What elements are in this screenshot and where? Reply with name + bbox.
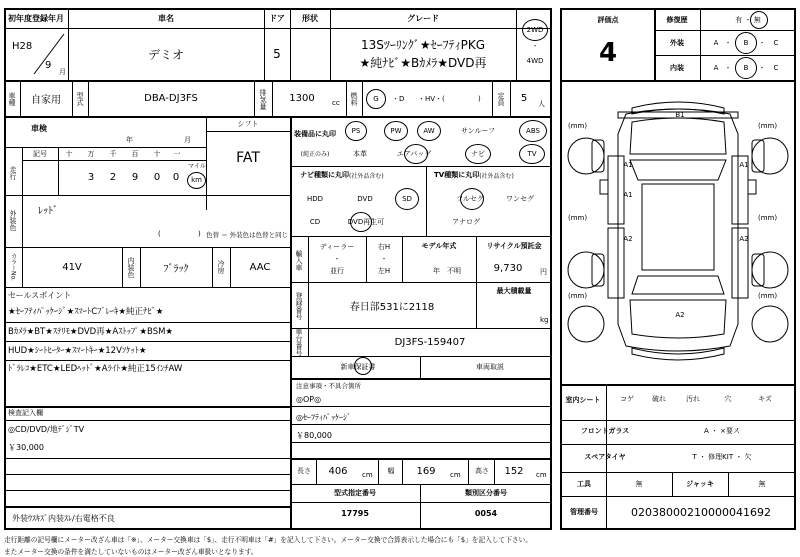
- score-value: 4: [598, 38, 618, 68]
- car-damage-diagram: [562, 84, 794, 374]
- navi-hdd: HDD: [306, 195, 324, 203]
- import-label: 輸入車: [295, 249, 303, 271]
- tv-oneseg: ワンセグ: [506, 195, 534, 203]
- recycle-unit: 円: [540, 268, 547, 276]
- mileage-label: 走行: [9, 166, 17, 180]
- notes-label: 注意事項・不具合箇所: [296, 381, 361, 390]
- month-value: 9: [45, 59, 52, 71]
- navi-sd: SD: [402, 195, 412, 203]
- navi-sd-circle: [395, 188, 419, 210]
- warranty-label: 新車保証書: [340, 363, 376, 371]
- mileage-km-circle: [187, 172, 206, 189]
- import-dot: ・: [333, 255, 341, 263]
- fuel-option-hv: ・HV・(: [418, 95, 445, 103]
- door-value: 5: [273, 47, 281, 61]
- sales-line-3: HUD★ｼｰﾄﾋｰﾀｰ★ｽﾏｰﾄｷｰ★12Vｿｹｯﾄ★: [8, 346, 147, 356]
- seat-label: 室内シート: [565, 395, 601, 404]
- repair-value: 有 ・ 無: [735, 16, 761, 24]
- mileage-digit-0: [58, 162, 80, 192]
- door-header: ドア: [269, 13, 285, 23]
- equip-aw: AW: [423, 127, 435, 135]
- shift-value: FAT: [236, 150, 260, 166]
- exterior-label: 外装: [670, 39, 684, 47]
- equip-abs-circle: [519, 120, 547, 142]
- notes-line-2: ◎ｾｰﾌﾃｨﾊﾟｯｹｰｼﾞ: [296, 412, 351, 422]
- mileage-col-5: 一: [173, 150, 181, 158]
- drive-2wd: 2WD: [526, 26, 544, 34]
- equip-sub: (純正のみ): [300, 150, 330, 158]
- interior-color-value: ﾌﾞﾗｯｸ: [163, 263, 189, 275]
- exterior-grade-c: C: [773, 39, 779, 47]
- type-no-label: 型式指定番号: [334, 489, 376, 497]
- ac-value: AAC: [249, 261, 271, 273]
- seat-item-yogore: 汚れ: [686, 395, 700, 403]
- notes-line-3: ￥80,000: [296, 430, 332, 440]
- exterior-grade-b: B: [743, 39, 749, 47]
- max-load-unit: kg: [540, 316, 549, 324]
- fuel-option-d: ・D: [392, 95, 405, 103]
- mileage-col-0: 十: [65, 150, 73, 158]
- inspector-line-2: ￥30,000: [8, 442, 44, 452]
- exterior-b-circle: [735, 32, 757, 54]
- interior-b-circle: [735, 57, 757, 79]
- import-parallel: 並行: [330, 267, 344, 275]
- tv-analog: アナログ: [452, 218, 480, 226]
- equip-tv: TV: [527, 150, 537, 158]
- mileage-col-4: 十: [153, 150, 161, 158]
- color-value: ﾚｯﾄﾞ: [38, 205, 58, 217]
- color-note: 色替 ＝ 外装色は色替と同じ: [206, 230, 289, 239]
- usage-label: 車種: [8, 92, 16, 106]
- damage-label-a1-right: A1: [739, 161, 749, 169]
- shift-label: シフト: [237, 120, 259, 128]
- capacity-value: 5: [520, 92, 528, 104]
- equip-leather: 本革: [353, 150, 367, 158]
- colorno-value: 41V: [62, 261, 82, 273]
- mileage-digit-5: 0: [172, 171, 180, 183]
- mileage-km-unit: km: [191, 176, 202, 184]
- damage-label-a1-left: A1: [623, 161, 633, 169]
- year-header: 初年度登録年月: [8, 13, 64, 23]
- interior-label: 内装: [670, 64, 684, 72]
- notes-line-1: ◎OP◎: [296, 394, 322, 404]
- width-unit: cm: [450, 471, 461, 479]
- shape-header: 形状: [302, 13, 318, 23]
- svg-text:(mm): (mm): [568, 292, 588, 300]
- bottom-note: 外装ｳｽｷｽﾞ内装ｽﾚ/右電格不良: [12, 513, 115, 523]
- tv-type-label: [434, 168, 514, 182]
- sales-line-4: ﾄﾞﾗﾚｺ★ETC★LEDﾍｯﾄﾞ★Aﾗｲﾄ★純正15ｲﾝﾁAW: [8, 364, 183, 374]
- mileage-col-3: 百: [131, 150, 139, 158]
- seat-item-yabure: 破れ: [652, 395, 666, 403]
- navi-cd: CD: [309, 218, 321, 226]
- score-label: 評価点: [597, 16, 619, 24]
- recycle-value: 9,730: [493, 262, 523, 274]
- interior-dot-2: ・: [758, 64, 766, 72]
- repair-label: 修復歴: [666, 16, 688, 24]
- tv-type-title: TV種類に丸印: [434, 171, 480, 179]
- color-label: 外装色: [9, 209, 17, 231]
- inspection-year: 年: [126, 136, 133, 144]
- interior-grade-b: B: [743, 64, 749, 72]
- height-unit: cm: [536, 471, 547, 479]
- fuel-option-g: G: [373, 95, 379, 103]
- svg-text:(mm): (mm): [758, 214, 778, 222]
- sales-line-2: Bｶﾒﾗ★BT★ｽﾃﾘﾓ★DVD再★Aｽﾄｯﾌﾟ★BSM★: [8, 327, 174, 337]
- fuel-option-close: ): [478, 95, 481, 103]
- length-value: 406: [328, 465, 348, 477]
- import-rh: 右H: [377, 243, 391, 251]
- width-label: 幅: [387, 467, 395, 475]
- navi-type-title: ナビ種類に丸印: [300, 171, 349, 179]
- svg-text:(mm): (mm): [758, 122, 778, 130]
- model-value: DBA-DJ3FS: [144, 92, 198, 104]
- height-value: 152: [504, 465, 524, 477]
- capacity-label: 定員: [497, 92, 505, 106]
- inspector-line-1: ◎CD/DVD/地ﾃﾞｼﾞTV: [8, 424, 85, 434]
- exterior-dot-1: ・: [724, 39, 732, 47]
- exterior-dot-2: ・: [758, 39, 766, 47]
- repair-circle: [750, 11, 768, 29]
- model-label: 型式: [76, 92, 84, 106]
- navi-type-label: [300, 168, 384, 182]
- mileage-record-label: 記号: [33, 150, 47, 158]
- damage-label-b1: B1: [675, 111, 685, 119]
- interior-dot-1: ・: [724, 64, 732, 72]
- fuel-g-circle: [366, 89, 386, 109]
- glass-value: A ・ ×要ス: [703, 427, 741, 435]
- equip-airbag-circle: [404, 144, 428, 164]
- equip-aw-circle: [417, 121, 441, 141]
- equip-pw: PW: [390, 127, 402, 135]
- equip-navi-circle: [465, 144, 491, 164]
- seat-item-kizu: キズ: [758, 395, 772, 403]
- color-paren-close: ): [198, 230, 201, 238]
- sales-points-label: セールスポイント: [8, 290, 72, 300]
- month-unit: 月: [59, 68, 66, 76]
- capacity-unit: 人: [538, 100, 545, 108]
- svg-text:(mm): (mm): [568, 214, 588, 222]
- height-label: 高さ: [475, 467, 489, 475]
- max-load-label: 最大積載量: [496, 287, 532, 295]
- drive-2wd-circle: [522, 19, 548, 41]
- mileage-digit-4: 0: [153, 171, 161, 183]
- glass-label: フロントガラス: [580, 427, 630, 435]
- svg-text:(mm): (mm): [758, 292, 778, 300]
- spare-value: T ・ 修理KIT ・ 欠: [692, 453, 752, 461]
- fuel-label: 燃料: [350, 92, 358, 106]
- navi-type-sub: (社外品含む): [349, 172, 384, 180]
- equip-label: 装備品に丸印: [294, 130, 336, 138]
- damage-label-a1-mid: A1: [623, 191, 633, 199]
- inspection-label: 車検: [31, 123, 47, 133]
- damage-label-a2-left: A2: [623, 235, 633, 243]
- model-year-label: モデル年式: [421, 242, 457, 250]
- navi-dvd-play: DVD再生可: [347, 218, 385, 226]
- equip-tv-circle: [519, 144, 545, 164]
- tools-value: 無: [635, 480, 643, 488]
- ac-label: 冷房: [217, 260, 225, 274]
- inspector-label: 検査記入欄: [8, 409, 43, 417]
- mileage-digit-1: 3: [87, 171, 95, 183]
- grade-header: グレード: [407, 13, 439, 23]
- model-year-value: 年 不明: [433, 267, 461, 275]
- navi-dvd-play-circle: [350, 212, 372, 232]
- svg-text:(mm): (mm): [568, 122, 588, 130]
- damage-label-a2-rear: A2: [675, 311, 685, 319]
- inspection-month: 月: [184, 136, 191, 144]
- footer-line-1: 走行距離の記号欄にメーター改ざん車は「※」、メーター交換車は「$」、走行不明車は「#」を記入して下さい。メーター交換で合算表示した場合にも「$」を記入して下さい。: [4, 535, 532, 544]
- length-label: 長さ: [297, 467, 311, 475]
- drive-4wd: 4WD: [526, 57, 544, 65]
- grade-line1: 13Sﾂｰﾘﾝｸﾞ★ｾｰﾌﾃｨPKG: [360, 37, 486, 52]
- seat-item-ana: 穴: [724, 395, 732, 403]
- year-value: H28: [12, 40, 33, 52]
- exterior-grade-a: A: [713, 39, 719, 47]
- damage-label-a2-right: A2: [739, 235, 749, 243]
- tv-type-sub: (社外品含む): [479, 172, 514, 180]
- mileage-digit-3: 9: [131, 171, 139, 183]
- mileage-digit-2: 2: [109, 171, 117, 183]
- recycle-label: リサイクル預託金: [486, 242, 542, 250]
- disp-unit: cc: [332, 99, 340, 107]
- usage-value: 自家用: [31, 94, 61, 106]
- reg-value: 春日部531に2118: [349, 301, 435, 313]
- warranty-circle: [354, 357, 372, 375]
- mileage-col-2: 千: [109, 150, 117, 158]
- jack-label: ジャッキ: [686, 480, 714, 488]
- tools-label: 工具: [577, 480, 591, 488]
- equip-pw-circle: [384, 121, 408, 141]
- mgmt-label: 管理番号: [570, 508, 598, 516]
- chassis-value: DJ3FS-159407: [394, 336, 466, 348]
- width-value: 169: [416, 465, 436, 477]
- color-paren-open: (: [158, 230, 161, 238]
- mileage-col-1: 万: [87, 150, 95, 158]
- import-rh-dot: ・: [380, 255, 388, 263]
- footer-line-2: またメーター交換の条件を満たしていないものはメーター改ざん車扱いとなります。: [4, 547, 258, 556]
- type-no-value: 17795: [341, 508, 369, 518]
- disp-value: 1300: [289, 92, 315, 104]
- car-name-value: デミオ: [147, 47, 184, 62]
- class-no-value: 0054: [474, 508, 498, 518]
- interior-color-label: 内装色: [127, 256, 135, 278]
- navi-dvd: DVD: [357, 195, 373, 203]
- name-header: 車名: [158, 13, 174, 23]
- equip-navi: ナビ: [471, 150, 485, 158]
- drive-dot: ・: [531, 42, 539, 50]
- grade-line2: ★純ﾅﾋﾞ★Bｶﾒﾗ★DVD再: [359, 55, 487, 70]
- interior-grade-a: A: [713, 64, 719, 72]
- import-dealer: ディーラー: [319, 243, 355, 251]
- equip-sunroof: サンルーフ: [460, 127, 496, 135]
- equip-abs: ABS: [526, 127, 540, 135]
- disp-label: 排気量: [259, 88, 267, 110]
- tv-fullseg: フルセグ: [456, 195, 484, 203]
- import-lh: 左H: [377, 267, 391, 275]
- equip-airbag: エアバッグ: [396, 150, 432, 158]
- length-unit: cm: [362, 471, 373, 479]
- reg-label: 登録番号: [295, 292, 303, 320]
- equip-ps-circle: [345, 121, 367, 141]
- interior-grade-c: C: [773, 64, 779, 72]
- equip-ps: PS: [351, 127, 361, 135]
- chassis-label: 車台番号: [295, 328, 303, 356]
- colorno-label: カラーNo.: [9, 253, 17, 281]
- spare-label: スペアタイヤ: [584, 453, 626, 461]
- tv-fullseg-circle: [460, 188, 484, 210]
- jack-value: 無: [758, 480, 766, 488]
- mileage-mile-unit: マイル: [188, 162, 206, 170]
- mgmt-value: 020380002100000416​92: [631, 505, 771, 519]
- sales-line-1: ★ｾｰﾌﾃｨﾊﾟｯｹｰｼﾞ★ｽﾏｰﾄCﾌﾞﾚｰｷ★純正ﾅﾋﾞ★: [8, 307, 164, 317]
- seat-item-koge: コゲ: [620, 395, 634, 403]
- class-no-label: 類別区分番号: [465, 489, 507, 497]
- manual-label: 車両取説: [476, 363, 504, 371]
